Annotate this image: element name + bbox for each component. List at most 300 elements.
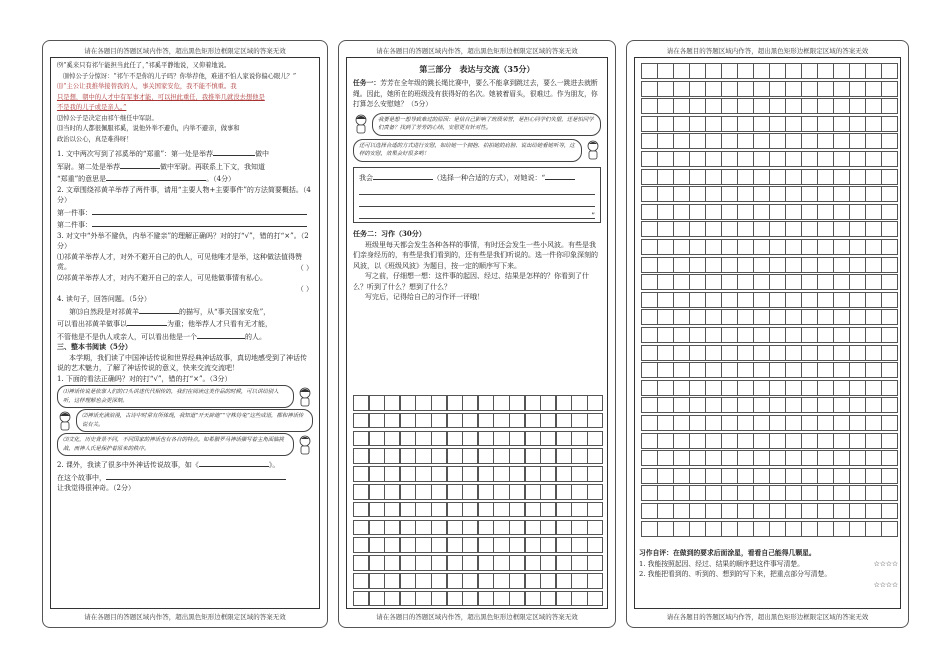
grid-cell[interactable]	[415, 502, 431, 518]
grid-cell[interactable]	[705, 521, 722, 537]
grid-cell[interactable]	[769, 327, 786, 343]
grid-cell[interactable]	[801, 415, 818, 431]
grid-cell[interactable]	[556, 537, 572, 553]
grid-cell[interactable]	[641, 450, 658, 466]
grid-cell[interactable]	[673, 221, 690, 237]
grid-cell[interactable]	[785, 521, 802, 537]
grid-cell[interactable]	[769, 309, 786, 325]
grid-cell[interactable]	[865, 204, 882, 220]
grid-cell[interactable]	[721, 257, 738, 273]
grid-cell[interactable]	[673, 204, 690, 220]
grid-cell[interactable]	[817, 450, 834, 466]
grid-cell[interactable]	[737, 380, 754, 396]
grid-cell[interactable]	[785, 292, 802, 308]
grid-cell[interactable]	[753, 292, 770, 308]
grid-cell[interactable]	[705, 327, 722, 343]
grid-cell[interactable]	[493, 413, 509, 429]
grid-cell[interactable]	[509, 520, 525, 536]
grid-cell[interactable]	[447, 431, 463, 447]
grid-cell[interactable]	[353, 502, 369, 518]
grid-cell[interactable]	[737, 433, 754, 449]
grid-cell[interactable]	[785, 239, 802, 255]
grid-cell[interactable]	[833, 380, 850, 396]
grid-cell[interactable]	[556, 466, 572, 482]
grid-cell[interactable]	[737, 116, 754, 132]
grid-cell[interactable]	[431, 431, 447, 447]
grid-cell[interactable]	[525, 555, 541, 571]
grid-cell[interactable]	[689, 503, 706, 519]
grid-cell[interactable]	[689, 450, 706, 466]
grid-cell[interactable]	[849, 98, 866, 114]
grid-cell[interactable]	[556, 520, 572, 536]
grid-cell[interactable]	[737, 169, 754, 185]
grid-cell[interactable]	[657, 433, 674, 449]
grid-cell[interactable]	[801, 521, 818, 537]
grid-cell[interactable]	[478, 431, 494, 447]
grid-cell[interactable]	[721, 521, 738, 537]
grid-cell[interactable]	[737, 468, 754, 484]
grid-cell[interactable]	[833, 485, 850, 501]
grid-cell[interactable]	[673, 521, 690, 537]
grid-cell[interactable]	[641, 292, 658, 308]
grid-cell[interactable]	[657, 169, 674, 185]
grid-cell[interactable]	[673, 169, 690, 185]
grid-cell[interactable]	[353, 413, 369, 429]
grid-cell[interactable]	[769, 521, 786, 537]
grid-cell[interactable]	[769, 133, 786, 149]
grid-cell[interactable]	[737, 292, 754, 308]
grid-cell[interactable]	[881, 433, 898, 449]
grid-cell[interactable]	[556, 413, 572, 429]
grid-cell[interactable]	[641, 257, 658, 273]
grid-cell[interactable]	[587, 448, 603, 464]
grid-cell[interactable]	[689, 63, 706, 79]
grid-cell[interactable]	[705, 221, 722, 237]
grid-cell[interactable]	[641, 485, 658, 501]
grid-cell[interactable]	[525, 502, 541, 518]
grid-cell[interactable]	[400, 573, 416, 589]
grid-cell[interactable]	[525, 591, 541, 607]
grid-cell[interactable]	[849, 63, 866, 79]
grid-cell[interactable]	[369, 466, 385, 482]
grid-cell[interactable]	[525, 520, 541, 536]
grid-cell[interactable]	[353, 466, 369, 482]
grid-cell[interactable]	[587, 431, 603, 447]
grid-cell[interactable]	[785, 81, 802, 97]
grid-cell[interactable]	[705, 239, 722, 255]
grid-cell[interactable]	[737, 309, 754, 325]
grid-cell[interactable]	[833, 345, 850, 361]
grid-cell[interactable]	[833, 309, 850, 325]
grid-cell[interactable]	[384, 484, 400, 500]
grid-cell[interactable]	[865, 503, 882, 519]
grid-cell[interactable]	[673, 450, 690, 466]
grid-cell[interactable]	[849, 133, 866, 149]
grid-cell[interactable]	[415, 466, 431, 482]
grid-cell[interactable]	[431, 591, 447, 607]
grid-cell[interactable]	[769, 274, 786, 290]
grid-cell[interactable]	[785, 433, 802, 449]
grid-cell[interactable]	[721, 397, 738, 413]
grid-cell[interactable]	[849, 221, 866, 237]
grid-cell[interactable]	[673, 380, 690, 396]
answer-blank[interactable]	[213, 147, 255, 156]
grid-cell[interactable]	[721, 362, 738, 378]
grid-cell[interactable]	[462, 484, 478, 500]
grid-cell[interactable]	[801, 63, 818, 79]
grid-cell[interactable]	[833, 521, 850, 537]
grid-cell[interactable]	[353, 573, 369, 589]
grid-cell[interactable]	[689, 468, 706, 484]
grid-cell[interactable]	[769, 169, 786, 185]
grid-cell[interactable]	[753, 204, 770, 220]
grid-cell[interactable]	[849, 309, 866, 325]
grid-cell[interactable]	[865, 81, 882, 97]
grid-cell[interactable]	[705, 397, 722, 413]
grid-cell[interactable]	[384, 520, 400, 536]
answer-blank[interactable]	[106, 172, 206, 181]
grid-cell[interactable]	[881, 186, 898, 202]
grid-cell[interactable]	[753, 521, 770, 537]
grid-cell[interactable]	[689, 239, 706, 255]
grid-cell[interactable]	[865, 63, 882, 79]
grid-cell[interactable]	[673, 415, 690, 431]
grid-cell[interactable]	[641, 345, 658, 361]
grid-cell[interactable]	[721, 327, 738, 343]
grid-cell[interactable]	[641, 239, 658, 255]
grid-cell[interactable]	[571, 466, 587, 482]
grid-cell[interactable]	[785, 309, 802, 325]
grid-cell[interactable]	[801, 362, 818, 378]
grid-cell[interactable]	[721, 415, 738, 431]
grid-cell[interactable]	[641, 362, 658, 378]
grid-cell[interactable]	[737, 221, 754, 237]
grid-cell[interactable]	[705, 116, 722, 132]
grid-cell[interactable]	[400, 431, 416, 447]
grid-cell[interactable]	[509, 537, 525, 553]
grid-cell[interactable]	[587, 502, 603, 518]
answer-blank[interactable]	[92, 218, 307, 227]
grid-cell[interactable]	[587, 573, 603, 589]
grid-cell[interactable]	[785, 397, 802, 413]
grid-cell[interactable]	[525, 537, 541, 553]
grid-cell[interactable]	[657, 257, 674, 273]
grid-cell[interactable]	[571, 395, 587, 411]
grid-cell[interactable]	[657, 274, 674, 290]
grid-cell[interactable]	[737, 327, 754, 343]
grid-cell[interactable]	[849, 415, 866, 431]
grid-cell[interactable]	[447, 413, 463, 429]
grid-cell[interactable]	[737, 397, 754, 413]
answer-blank[interactable]	[199, 458, 269, 467]
grid-cell[interactable]	[462, 537, 478, 553]
grid-cell[interactable]	[673, 397, 690, 413]
grid-cell[interactable]	[801, 81, 818, 97]
grid-cell[interactable]	[705, 362, 722, 378]
grid-cell[interactable]	[849, 169, 866, 185]
grid-cell[interactable]	[384, 395, 400, 411]
grid-cell[interactable]	[721, 116, 738, 132]
grid-cell[interactable]	[493, 555, 509, 571]
grid-cell[interactable]	[865, 468, 882, 484]
grid-cell[interactable]	[817, 133, 834, 149]
grid-cell[interactable]	[817, 503, 834, 519]
grid-cell[interactable]	[881, 221, 898, 237]
grid-cell[interactable]	[753, 239, 770, 255]
grid-cell[interactable]	[721, 345, 738, 361]
grid-cell[interactable]	[509, 555, 525, 571]
grid-cell[interactable]	[721, 98, 738, 114]
grid-cell[interactable]	[801, 204, 818, 220]
grid-cell[interactable]	[737, 81, 754, 97]
grid-cell[interactable]	[833, 327, 850, 343]
grid-cell[interactable]	[769, 362, 786, 378]
grid-cell[interactable]	[801, 485, 818, 501]
grid-cell[interactable]	[785, 503, 802, 519]
grid-cell[interactable]	[689, 186, 706, 202]
grid-cell[interactable]	[817, 204, 834, 220]
grid-cell[interactable]	[673, 327, 690, 343]
grid-cell[interactable]	[801, 450, 818, 466]
grid-cell[interactable]	[641, 397, 658, 413]
grid-cell[interactable]	[353, 431, 369, 447]
grid-cell[interactable]	[817, 485, 834, 501]
grid-cell[interactable]	[493, 537, 509, 553]
answer-blank[interactable]	[127, 317, 167, 326]
grid-cell[interactable]	[462, 448, 478, 464]
grid-cell[interactable]	[400, 466, 416, 482]
grid-cell[interactable]	[753, 362, 770, 378]
grid-cell[interactable]	[865, 433, 882, 449]
grid-cell[interactable]	[801, 309, 818, 325]
grid-cell[interactable]	[384, 448, 400, 464]
composition-grid-middle[interactable]	[353, 395, 605, 607]
grid-cell[interactable]	[817, 116, 834, 132]
grid-cell[interactable]	[801, 98, 818, 114]
grid-cell[interactable]	[721, 133, 738, 149]
grid-cell[interactable]	[540, 484, 556, 500]
grid-cell[interactable]	[705, 169, 722, 185]
grid-cell[interactable]	[673, 485, 690, 501]
grid-cell[interactable]	[369, 591, 385, 607]
grid-cell[interactable]	[447, 466, 463, 482]
grid-cell[interactable]	[849, 450, 866, 466]
grid-cell[interactable]	[753, 397, 770, 413]
grid-cell[interactable]	[525, 431, 541, 447]
grid-cell[interactable]	[540, 520, 556, 536]
grid-cell[interactable]	[721, 239, 738, 255]
star-rating[interactable]: ☆☆☆☆	[873, 559, 898, 568]
grid-cell[interactable]	[540, 537, 556, 553]
grid-cell[interactable]	[384, 573, 400, 589]
grid-cell[interactable]	[478, 573, 494, 589]
grid-cell[interactable]	[478, 466, 494, 482]
grid-cell[interactable]	[865, 415, 882, 431]
grid-cell[interactable]	[641, 186, 658, 202]
grid-cell[interactable]	[721, 186, 738, 202]
composition-grid-right[interactable]	[641, 63, 898, 539]
grid-cell[interactable]	[431, 413, 447, 429]
grid-cell[interactable]	[705, 292, 722, 308]
grid-cell[interactable]	[801, 116, 818, 132]
grid-cell[interactable]	[849, 345, 866, 361]
grid-cell[interactable]	[721, 221, 738, 237]
grid-cell[interactable]	[753, 503, 770, 519]
grid-cell[interactable]	[753, 327, 770, 343]
grid-cell[interactable]	[384, 555, 400, 571]
grid-cell[interactable]	[353, 591, 369, 607]
grid-cell[interactable]	[689, 274, 706, 290]
grid-cell[interactable]	[641, 468, 658, 484]
grid-cell[interactable]	[833, 415, 850, 431]
grid-cell[interactable]	[881, 468, 898, 484]
grid-cell[interactable]	[865, 116, 882, 132]
grid-cell[interactable]	[737, 151, 754, 167]
grid-cell[interactable]	[657, 204, 674, 220]
grid-cell[interactable]	[353, 555, 369, 571]
grid-cell[interactable]	[641, 327, 658, 343]
grid-cell[interactable]	[881, 450, 898, 466]
grid-cell[interactable]	[737, 239, 754, 255]
grid-cell[interactable]	[785, 327, 802, 343]
grid-cell[interactable]	[705, 257, 722, 273]
grid-cell[interactable]	[571, 431, 587, 447]
grid-cell[interactable]	[881, 274, 898, 290]
grid-cell[interactable]	[478, 484, 494, 500]
grid-cell[interactable]	[447, 573, 463, 589]
grid-cell[interactable]	[478, 413, 494, 429]
grid-cell[interactable]	[673, 63, 690, 79]
grid-cell[interactable]	[400, 502, 416, 518]
grid-cell[interactable]	[801, 468, 818, 484]
grid-cell[interactable]	[833, 204, 850, 220]
grid-cell[interactable]	[705, 151, 722, 167]
grid-cell[interactable]	[753, 468, 770, 484]
grid-cell[interactable]	[721, 309, 738, 325]
grid-cell[interactable]	[737, 485, 754, 501]
grid-cell[interactable]	[689, 116, 706, 132]
grid-cell[interactable]	[641, 63, 658, 79]
grid-cell[interactable]	[462, 591, 478, 607]
grid-cell[interactable]	[353, 448, 369, 464]
grid-cell[interactable]	[415, 484, 431, 500]
grid-cell[interactable]	[587, 555, 603, 571]
grid-cell[interactable]	[833, 221, 850, 237]
grid-cell[interactable]	[353, 537, 369, 553]
grid-cell[interactable]	[849, 116, 866, 132]
grid-cell[interactable]	[673, 292, 690, 308]
grid-cell[interactable]	[833, 503, 850, 519]
grid-cell[interactable]	[785, 169, 802, 185]
grid-cell[interactable]	[753, 221, 770, 237]
grid-cell[interactable]	[415, 448, 431, 464]
grid-cell[interactable]	[571, 537, 587, 553]
grid-cell[interactable]	[400, 591, 416, 607]
grid-cell[interactable]	[657, 397, 674, 413]
grid-cell[interactable]	[657, 98, 674, 114]
grid-cell[interactable]	[673, 345, 690, 361]
grid-cell[interactable]	[753, 485, 770, 501]
grid-cell[interactable]	[849, 521, 866, 537]
grid-cell[interactable]	[556, 484, 572, 500]
grid-cell[interactable]	[769, 397, 786, 413]
grid-cell[interactable]	[753, 116, 770, 132]
grid-cell[interactable]	[801, 221, 818, 237]
answer-blank[interactable]	[373, 171, 433, 180]
grid-cell[interactable]	[431, 502, 447, 518]
grid-cell[interactable]	[509, 413, 525, 429]
grid-cell[interactable]	[525, 413, 541, 429]
grid-cell[interactable]	[865, 345, 882, 361]
grid-cell[interactable]	[833, 98, 850, 114]
grid-cell[interactable]	[833, 292, 850, 308]
grid-cell[interactable]	[721, 380, 738, 396]
grid-cell[interactable]	[587, 591, 603, 607]
grid-cell[interactable]	[540, 395, 556, 411]
grid-cell[interactable]	[881, 309, 898, 325]
grid-cell[interactable]	[509, 573, 525, 589]
grid-cell[interactable]	[881, 327, 898, 343]
grid-cell[interactable]	[753, 186, 770, 202]
grid-cell[interactable]	[657, 151, 674, 167]
grid-cell[interactable]	[785, 116, 802, 132]
grid-cell[interactable]	[705, 309, 722, 325]
grid-cell[interactable]	[657, 345, 674, 361]
grid-cell[interactable]	[865, 450, 882, 466]
grid-cell[interactable]	[540, 413, 556, 429]
grid-cell[interactable]	[689, 327, 706, 343]
grid-cell[interactable]	[849, 468, 866, 484]
grid-cell[interactable]	[737, 450, 754, 466]
grid-cell[interactable]	[849, 151, 866, 167]
grid-cell[interactable]	[881, 485, 898, 501]
grid-cell[interactable]	[737, 503, 754, 519]
grid-cell[interactable]	[785, 257, 802, 273]
grid-cell[interactable]	[657, 81, 674, 97]
grid-cell[interactable]	[705, 503, 722, 519]
grid-cell[interactable]	[493, 395, 509, 411]
grid-cell[interactable]	[415, 520, 431, 536]
grid-cell[interactable]	[801, 380, 818, 396]
grid-cell[interactable]	[865, 274, 882, 290]
grid-cell[interactable]	[801, 274, 818, 290]
grid-cell[interactable]	[556, 502, 572, 518]
grid-cell[interactable]	[493, 431, 509, 447]
grid-cell[interactable]	[689, 309, 706, 325]
grid-cell[interactable]	[753, 380, 770, 396]
grid-cell[interactable]	[657, 362, 674, 378]
grid-cell[interactable]	[849, 503, 866, 519]
grid-cell[interactable]	[369, 448, 385, 464]
grid-cell[interactable]	[817, 309, 834, 325]
grid-cell[interactable]	[785, 274, 802, 290]
grid-cell[interactable]	[769, 292, 786, 308]
grid-cell[interactable]	[353, 484, 369, 500]
grid-cell[interactable]	[865, 521, 882, 537]
grid-cell[interactable]	[801, 133, 818, 149]
grid-cell[interactable]	[462, 466, 478, 482]
grid-cell[interactable]	[849, 204, 866, 220]
grid-cell[interactable]	[673, 186, 690, 202]
grid-cell[interactable]	[705, 468, 722, 484]
grid-cell[interactable]	[400, 537, 416, 553]
grid-cell[interactable]	[478, 502, 494, 518]
grid-cell[interactable]	[705, 63, 722, 79]
grid-cell[interactable]	[705, 186, 722, 202]
grid-cell[interactable]	[881, 380, 898, 396]
grid-cell[interactable]	[801, 169, 818, 185]
grid-cell[interactable]	[657, 116, 674, 132]
